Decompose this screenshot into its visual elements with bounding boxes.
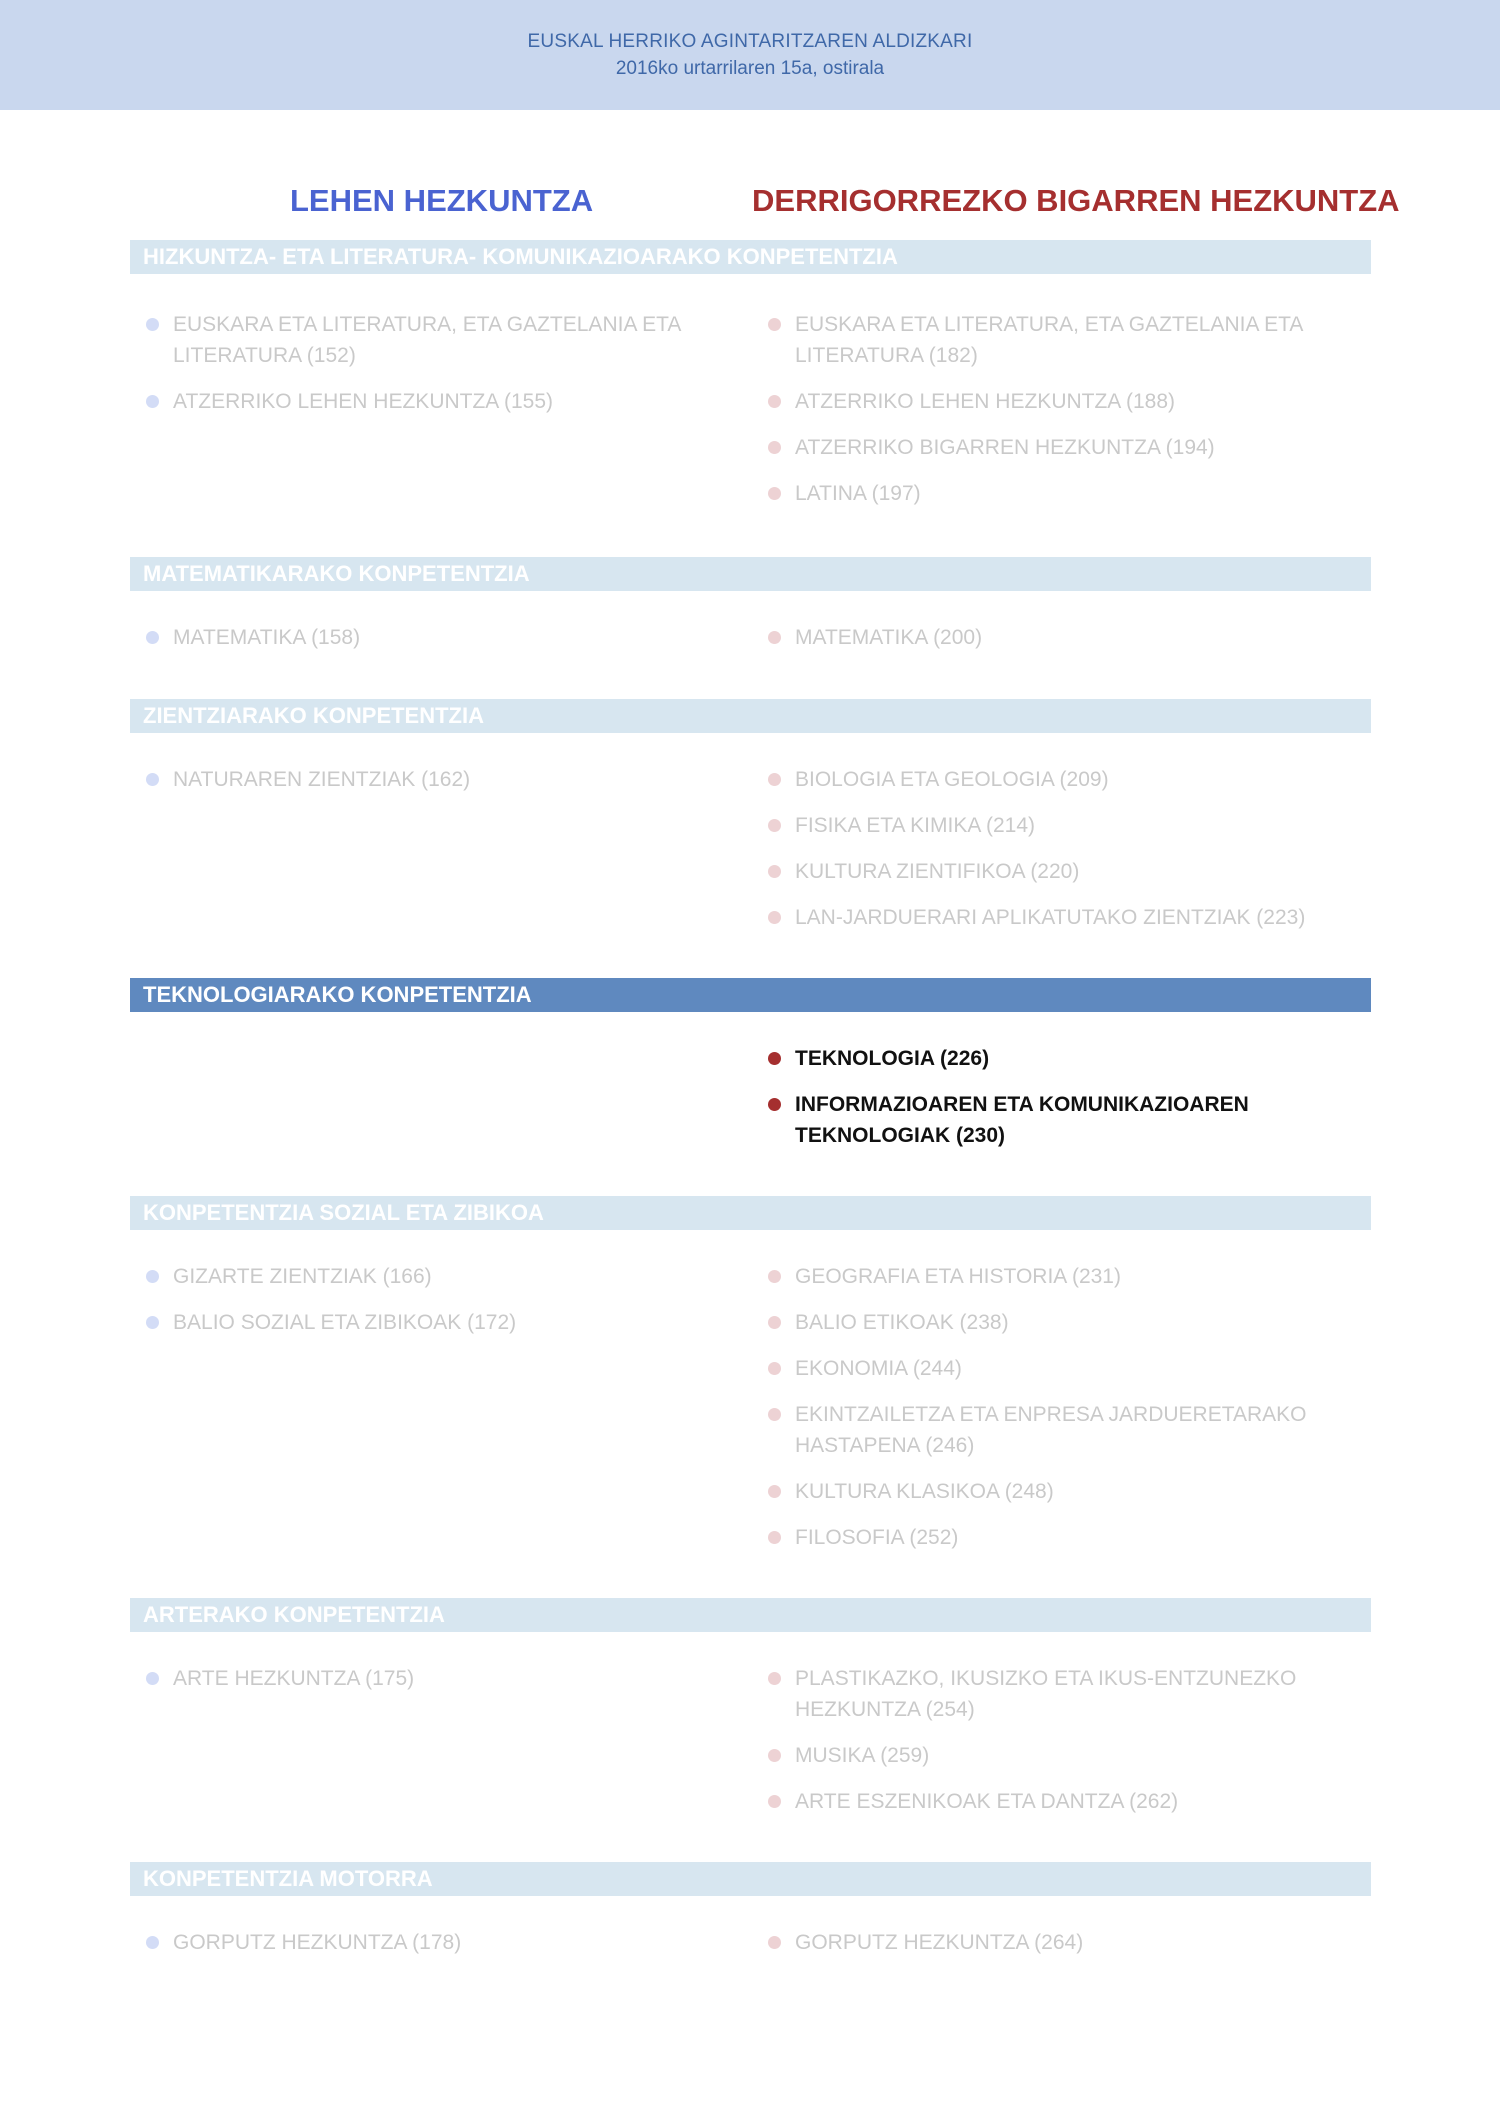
item-label: FILOSOFIA (252) <box>795 1526 959 1549</box>
bullet-icon <box>768 1270 781 1283</box>
bullet-icon <box>146 773 159 786</box>
item-label: LAN-JARDUERARI APLIKATUTAKO ZIENTZIAK (223) <box>795 906 1306 929</box>
secondary-education-heading: DERRIGORREZKO BIGARREN HEZKUNTZA <box>752 183 1400 218</box>
bullet-icon <box>768 1485 781 1498</box>
bullet-icon <box>768 1316 781 1329</box>
bullet-icon <box>768 1749 781 1762</box>
bullet-icon <box>768 441 781 454</box>
bullet-icon <box>146 631 159 644</box>
left-item-link[interactable] <box>173 1927 733 1958</box>
bullet-icon <box>146 1270 159 1283</box>
right-item-link[interactable] <box>795 1786 1355 1817</box>
bullet-icon <box>768 865 781 878</box>
right-item-link[interactable] <box>795 810 1355 841</box>
bullet-icon <box>146 1316 159 1329</box>
right-item-link[interactable] <box>795 386 1355 417</box>
section-band-math[interactable]: MATEMATIKARAKO KONPETENTZIA <box>130 557 1371 591</box>
bullet-icon <box>768 318 781 331</box>
item-label: PLASTIKAZKO, IKUSIZKO ETA IKUS-ENTZUNEZKO HEZKUNTZA (254) <box>795 1667 1297 1721</box>
item-label: FISIKA ETA KIMIKA (214) <box>795 814 1036 837</box>
right-item-link[interactable] <box>795 432 1355 463</box>
item-label: TEKNOLOGIA (226) <box>795 1047 990 1070</box>
bullet-icon <box>768 487 781 500</box>
item-label: KULTURA ZIENTIFIKOA (220) <box>795 860 1080 883</box>
bullet-icon <box>768 1672 781 1685</box>
right-item-link[interactable] <box>795 1261 1355 1292</box>
item-label: EUSKARA ETA LITERATURA, ETA GAZTELANIA ETA LITERATURA (182) <box>795 313 1303 367</box>
right-item-link-active[interactable] <box>795 1043 1355 1074</box>
right-item-link[interactable] <box>795 309 1355 371</box>
left-item-link[interactable] <box>173 309 733 371</box>
right-item-link[interactable] <box>795 1476 1355 1507</box>
left-item-link[interactable] <box>173 1663 733 1694</box>
right-item-link[interactable] <box>795 1307 1355 1338</box>
item-label: MATEMATIKA (200) <box>795 626 983 649</box>
section-band-arts[interactable]: ARTERAKO KONPETENTZIA <box>130 1598 1371 1632</box>
right-item-link[interactable] <box>795 856 1355 887</box>
right-item-link[interactable] <box>795 764 1355 795</box>
bullet-icon <box>768 631 781 644</box>
bullet-icon <box>768 1795 781 1808</box>
right-item-link-active[interactable] <box>795 1089 1355 1151</box>
item-label: EUSKARA ETA LITERATURA, ETA GAZTELANIA ETA LITERATURA (152) <box>173 313 681 367</box>
right-item-link[interactable] <box>795 1522 1355 1553</box>
bullet-icon <box>768 773 781 786</box>
issue-date: 2016ko urtarrilaren 15a, ostirala <box>615 58 885 79</box>
page-header <box>0 0 1500 110</box>
left-item-link[interactable] <box>173 386 733 417</box>
item-label: NATURAREN ZIENTZIAK (162) <box>173 768 471 791</box>
section-band-language[interactable]: HIZKUNTZA- ETA LITERATURA- KOMUNIKAZIOARAKO KONPETENTZIA <box>130 240 1371 274</box>
item-label: GIZARTE ZIENTZIAK (166) <box>173 1265 432 1288</box>
right-item-link[interactable] <box>795 1663 1355 1725</box>
item-label: ATZERRIKO LEHEN HEZKUNTZA (188) <box>795 390 1176 413</box>
item-label: ATZERRIKO LEHEN HEZKUNTZA (155) <box>173 390 554 413</box>
bullet-icon <box>768 1362 781 1375</box>
right-item-link[interactable] <box>795 1353 1355 1384</box>
item-label: MATEMATIKA (158) <box>173 626 361 649</box>
item-label: MUSIKA (259) <box>795 1744 930 1767</box>
right-item-link[interactable] <box>795 1399 1355 1461</box>
item-label: BALIO SOZIAL ETA ZIBIKOAK (172) <box>173 1311 517 1334</box>
item-label: GEOGRAFIA ETA HISTORIA (231) <box>795 1265 1121 1288</box>
item-label: EKONOMIA (244) <box>795 1357 962 1380</box>
bullet-icon <box>768 1408 781 1421</box>
section-band-technology[interactable]: TEKNOLOGIARAKO KONPETENTZIA <box>130 978 1371 1012</box>
right-item-link[interactable] <box>795 1740 1355 1771</box>
right-item-link[interactable] <box>795 478 1355 509</box>
right-item-link[interactable] <box>795 902 1355 933</box>
item-label: ARTE ESZENIKOAK ETA DANTZA (262) <box>795 1790 1179 1813</box>
bullet-icon <box>768 911 781 924</box>
journal-title: EUSKAL HERRIKO AGINTARITZAREN ALDIZKARI <box>527 31 973 52</box>
left-item-link[interactable] <box>173 622 733 653</box>
left-item-link[interactable] <box>173 1307 733 1338</box>
item-label: ARTE HEZKUNTZA (175) <box>173 1667 415 1690</box>
right-item-link[interactable] <box>795 622 1355 653</box>
section-band-social[interactable]: KONPETENTZIA SOZIAL ETA ZIBIKOA <box>130 1196 1371 1230</box>
bullet-icon <box>146 1672 159 1685</box>
item-label: KULTURA KLASIKOA (248) <box>795 1480 1054 1503</box>
item-label: INFORMAZIOAREN ETA KOMUNIKAZIOAREN TEKNOLOGIAK (230) <box>795 1093 1249 1147</box>
item-label: EKINTZAILETZA ETA ENPRESA JARDUERETARAKO HASTAPENA (246) <box>795 1403 1307 1457</box>
item-label: GORPUTZ HEZKUNTZA (178) <box>173 1931 462 1954</box>
bullet-icon <box>768 1531 781 1544</box>
left-item-link[interactable] <box>173 764 733 795</box>
bullet-icon <box>768 1098 781 1111</box>
bullet-icon <box>768 819 781 832</box>
item-label: ATZERRIKO BIGARREN HEZKUNTZA (194) <box>795 436 1215 459</box>
bullet-icon <box>146 318 159 331</box>
bullet-icon <box>768 1052 781 1065</box>
bullet-icon <box>146 395 159 408</box>
section-band-science[interactable]: ZIENTZIARAKO KONPETENTZIA <box>130 699 1371 733</box>
item-label: LATINA (197) <box>795 482 921 505</box>
item-label: BIOLOGIA ETA GEOLOGIA (209) <box>795 768 1109 791</box>
item-label: GORPUTZ HEZKUNTZA (264) <box>795 1931 1084 1954</box>
left-item-link[interactable] <box>173 1261 733 1292</box>
primary-education-heading: LEHEN HEZKUNTZA <box>290 183 594 218</box>
item-label: BALIO ETIKOAK (238) <box>795 1311 1009 1334</box>
bullet-icon <box>768 395 781 408</box>
bullet-icon <box>768 1936 781 1949</box>
section-band-motor[interactable]: KONPETENTZIA MOTORRA <box>130 1862 1371 1896</box>
bullet-icon <box>146 1936 159 1949</box>
right-item-link[interactable] <box>795 1927 1355 1958</box>
